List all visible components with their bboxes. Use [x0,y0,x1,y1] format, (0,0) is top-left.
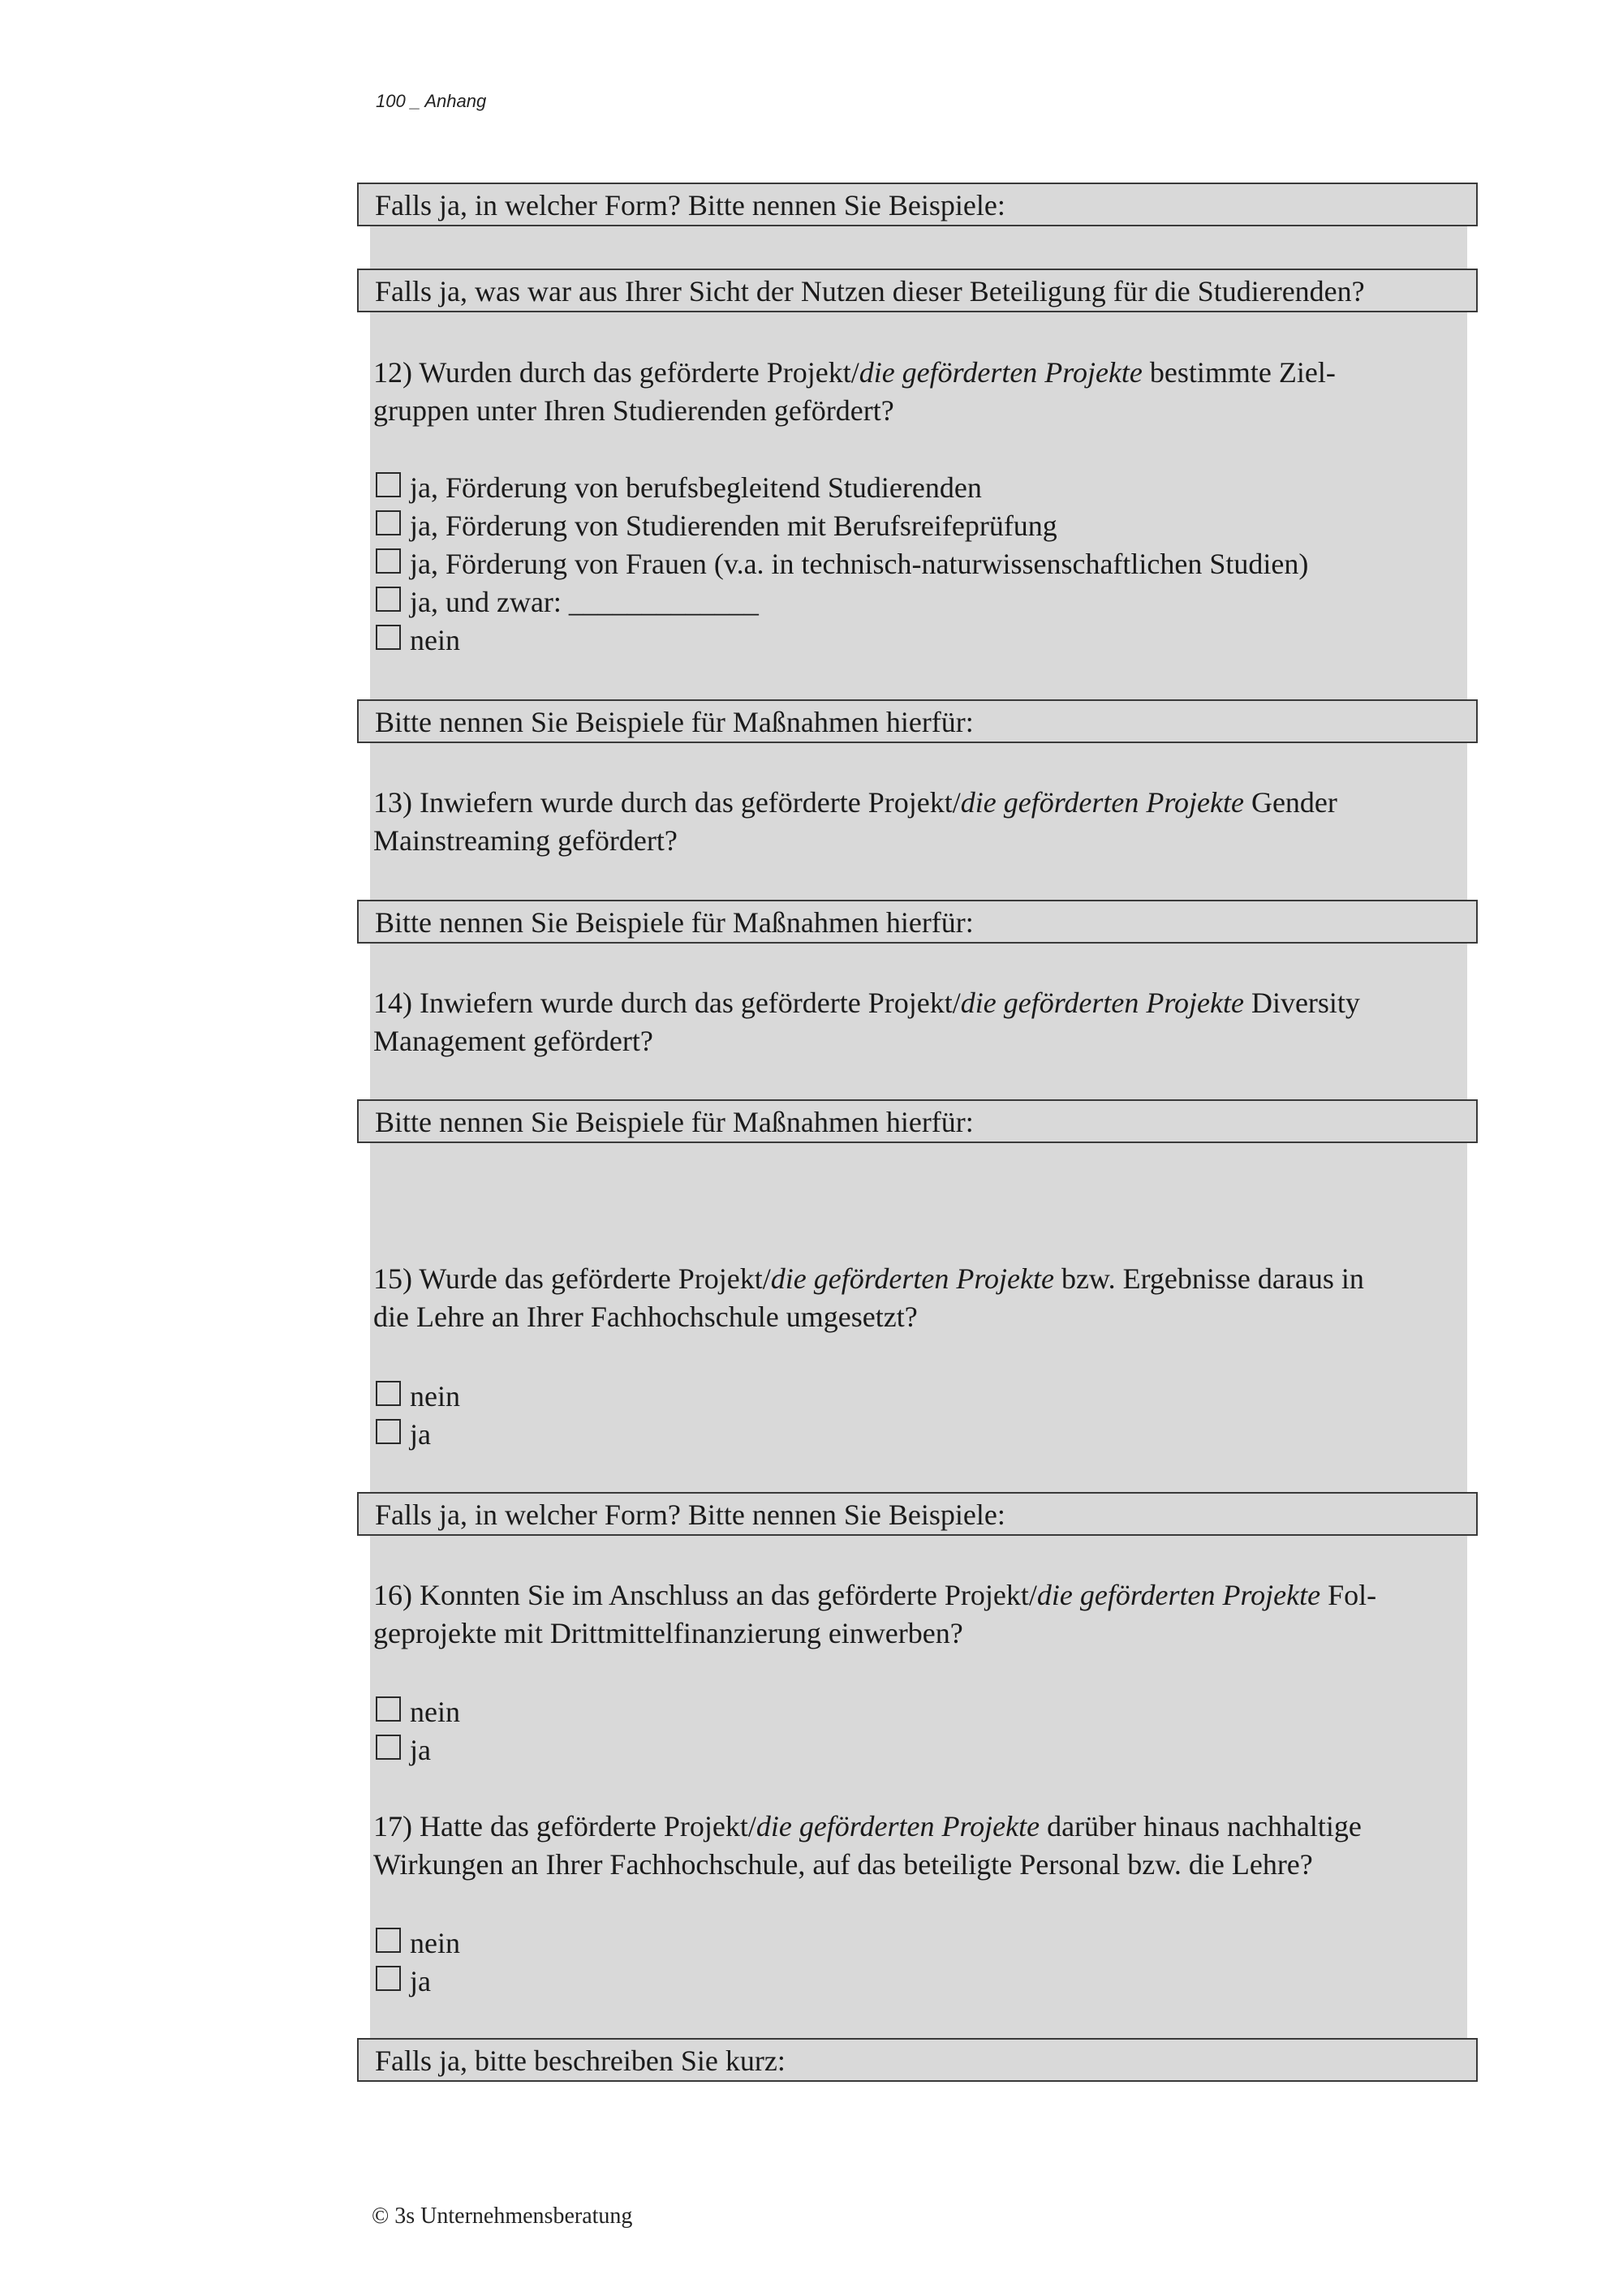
checkbox[interactable] [376,1966,401,1991]
question-13-line-2: Mainstreaming gefördert? [373,824,678,857]
question-14-line-1: 14) Inwiefern wurde durch das geförderte Projekt/die geförderten Projekte Diversity [373,987,1360,1019]
question-14-line-2: Management gefördert? [373,1025,653,1057]
option-nein[interactable]: nein [376,1377,1447,1415]
question-17-line-1: 17) Hatte das geförderte Projekt/die geförderten Projekte darüber hinaus nachhaltige [373,1810,1362,1842]
question-17-options [376,1924,1447,2000]
checkbox[interactable] [376,510,401,535]
page-header: 100 _ Anhang [376,91,487,111]
checkbox[interactable] [376,587,401,612]
field-massnahmen-gender[interactable]: Bitte nennen Sie Beispiele für Maßnahmen hierfür: [357,900,1478,944]
checkbox[interactable] [376,625,401,650]
option-berufsbegleitend[interactable]: ja, Förderung von berufsbegleitend Studierenden [376,468,1447,506]
option-nein[interactable]: nein [376,1924,1447,1962]
question-17-line-2: Wirkungen an Ihrer Fachhochschule, auf das beteiligte Personal bzw. die Lehre? [373,1848,1313,1881]
option-ja[interactable]: ja [376,1731,1447,1769]
question-15-options [376,1377,1447,1453]
question-14 [373,984,1461,1060]
field-form-examples[interactable]: Falls ja, in welcher Form? Bitte nennen Sie Beispiele: [357,183,1478,226]
checkbox[interactable] [376,1928,401,1953]
field-beschreibung[interactable]: Falls ja, bitte beschreiben Sie kurz: [357,2038,1478,2082]
question-16 [373,1576,1461,1653]
option-nein[interactable]: nein [376,621,1447,659]
option-ja[interactable]: ja [376,1415,1447,1453]
question-16-line-1: 16) Konnten Sie im Anschluss an das geförderte Projekt/die geförderten Projekte Fol- [373,1579,1377,1611]
checkbox[interactable] [376,1696,401,1722]
question-16-line-2: geprojekte mit Drittmittelfinanzierung einwerben? [373,1617,963,1649]
question-15 [373,1260,1461,1336]
checkbox[interactable] [376,1381,401,1406]
question-12 [373,354,1461,430]
question-12-line-2: gruppen unter Ihren Studierenden gefördert? [373,394,894,427]
field-massnahmen-diversity[interactable]: Bitte nennen Sie Beispiele für Maßnahmen hierfür: [357,1099,1478,1143]
question-12-options [376,468,1447,659]
field-massnahmen-zielgruppen[interactable]: Bitte nennen Sie Beispiele für Maßnahmen hierfür: [357,699,1478,743]
option-ja[interactable]: ja [376,1962,1447,2000]
checkbox[interactable] [376,1735,401,1760]
question-13-line-1: 13) Inwiefern wurde durch das geförderte Projekt/die geförderten Projekte Gender [373,786,1337,819]
question-12-line-1: 12) Wurden durch das geförderte Projekt/die geförderten Projekte bestimmte Ziel- [373,356,1336,389]
checkbox[interactable] [376,1419,401,1444]
question-15-line-2: die Lehre an Ihrer Fachhochschule umgesetzt? [373,1301,918,1333]
question-13 [373,784,1461,860]
option-berufsreifepruefung[interactable]: ja, Förderung von Studierenden mit Berufsreifeprüfung [376,506,1447,544]
question-15-line-1: 15) Wurde das geförderte Projekt/die geförderten Projekte bzw. Ergebnisse daraus in [373,1262,1364,1295]
option-nein[interactable]: nein [376,1692,1447,1731]
field-form-lehre[interactable]: Falls ja, in welcher Form? Bitte nennen Sie Beispiele: [357,1492,1478,1536]
question-17 [373,1808,1461,1884]
option-und-zwar[interactable]: ja, und zwar: _____________ [376,583,1447,621]
checkbox[interactable] [376,472,401,497]
checkbox[interactable] [376,548,401,574]
option-frauen[interactable]: ja, Förderung von Frauen (v.a. in technisch-naturwissenschaftlichen Studien) [376,544,1447,583]
field-benefit-students[interactable]: Falls ja, was war aus Ihrer Sicht der Nutzen dieser Beteiligung für die Studierenden? [357,269,1478,312]
question-16-options [376,1692,1447,1769]
footer-copyright: © 3s Unternehmensberatung [372,2204,633,2229]
